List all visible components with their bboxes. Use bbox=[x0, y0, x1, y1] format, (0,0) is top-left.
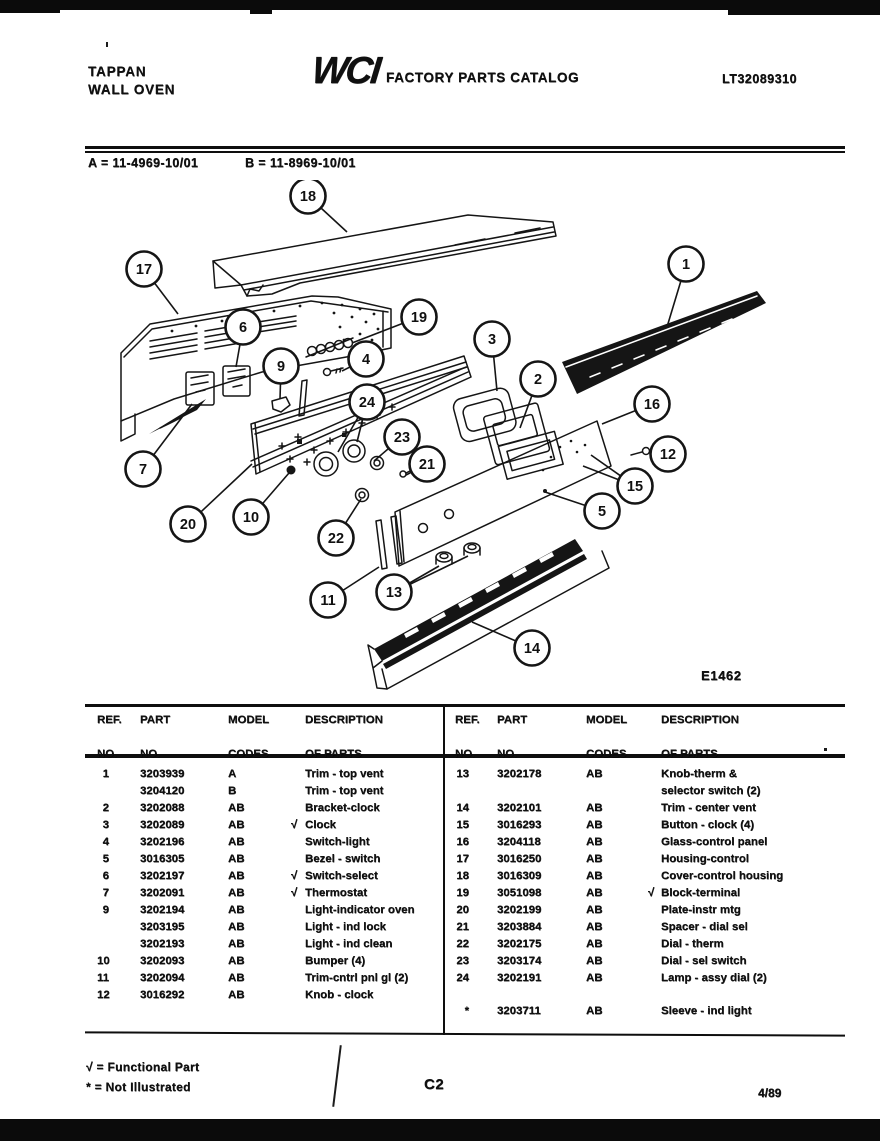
part-12-screw bbox=[631, 448, 650, 456]
callout-number: 13 bbox=[385, 585, 403, 602]
cell-check bbox=[648, 970, 661, 987]
callout-number: 15 bbox=[626, 479, 644, 496]
cell-part: 3202196 bbox=[140, 836, 185, 848]
cell-desc: Spacer - dial sel bbox=[661, 921, 748, 933]
cell-part: 3203884 bbox=[497, 921, 542, 933]
cell-check bbox=[291, 953, 305, 970]
parts-table-right bbox=[443, 766, 857, 1020]
cell-desc: Plate-instr mtg bbox=[661, 904, 741, 916]
cell-check bbox=[291, 834, 305, 851]
part-6-switch-select bbox=[223, 366, 250, 396]
callout-number: 16 bbox=[643, 397, 661, 414]
header-rule-thick bbox=[85, 146, 845, 149]
cell-check bbox=[291, 766, 305, 783]
cell-ref: 11 bbox=[97, 972, 110, 984]
cell-code: AB bbox=[228, 836, 245, 848]
callout-13 bbox=[377, 556, 469, 610]
cell-desc: Cover-control housing bbox=[661, 870, 784, 882]
callout-leader bbox=[583, 466, 619, 480]
cell-desc: Trim - top vent bbox=[305, 785, 384, 797]
callout-leader bbox=[602, 410, 636, 424]
cell-part: 3203195 bbox=[140, 921, 185, 933]
cell-check bbox=[648, 902, 661, 919]
callout-14 bbox=[472, 622, 550, 666]
table-row bbox=[455, 970, 857, 987]
table-row bbox=[97, 783, 455, 800]
cell-ref: 20 bbox=[456, 904, 469, 916]
cell-ref: 21 bbox=[456, 921, 469, 933]
cell-code: AB bbox=[586, 955, 603, 967]
cell-desc: Dial - therm bbox=[661, 938, 724, 950]
cell-desc: Button - clock (4) bbox=[661, 819, 755, 831]
cell-code: AB bbox=[586, 768, 603, 780]
cell-part: 3203174 bbox=[497, 955, 542, 967]
table-row bbox=[97, 970, 455, 987]
cell-check bbox=[291, 800, 305, 817]
cell-part: 3202175 bbox=[497, 938, 542, 950]
cell-check bbox=[648, 1003, 661, 1020]
cell-ref: 15 bbox=[456, 819, 469, 831]
callout-9 bbox=[264, 349, 299, 400]
table-row bbox=[455, 800, 857, 817]
cell-check bbox=[648, 868, 661, 885]
scan-edge-top bbox=[0, 0, 880, 10]
callout-number: 2 bbox=[533, 372, 543, 389]
cell-check bbox=[648, 766, 661, 783]
cell-part: 3202091 bbox=[140, 887, 185, 899]
cell-part: 3202093 bbox=[140, 955, 185, 967]
scan-speck-2 bbox=[106, 42, 108, 47]
legend-functional-part: √ = Functional Part bbox=[86, 1060, 200, 1074]
legend-not-illustrated: * = Not Illustrated bbox=[86, 1080, 191, 1094]
table-row bbox=[97, 868, 455, 885]
cell-part: 3202193 bbox=[140, 938, 185, 950]
cell-ref: 22 bbox=[456, 938, 469, 950]
callout-12 bbox=[651, 437, 686, 472]
cell-desc: Light-indicator oven bbox=[305, 904, 415, 916]
cell-part: 3016305 bbox=[140, 853, 185, 865]
callout-number: 18 bbox=[299, 189, 317, 206]
cell-desc: selector switch (2) bbox=[661, 785, 761, 797]
table-row bbox=[455, 953, 857, 970]
part-1-trim-bar bbox=[562, 291, 766, 394]
part-3-bezel bbox=[452, 386, 518, 443]
callout-number: 1 bbox=[681, 257, 691, 274]
cell-code: AB bbox=[228, 955, 245, 967]
cell-code: AB bbox=[586, 819, 603, 831]
scan-edge-top-seg bbox=[0, 10, 60, 13]
table-row bbox=[97, 902, 455, 919]
callout-leader bbox=[345, 499, 361, 523]
cell-code: B bbox=[228, 785, 237, 797]
part-4-switch-light-screw bbox=[324, 368, 344, 376]
table-row bbox=[97, 766, 455, 783]
cell-ref: 17 bbox=[456, 853, 469, 865]
cell-part: 3016250 bbox=[497, 853, 542, 865]
cell-code: AB bbox=[228, 870, 245, 882]
cell-desc: Trim-cntrl pnl gl (2) bbox=[305, 972, 409, 984]
cell-desc: Dial - sel switch bbox=[661, 955, 747, 967]
cell-check bbox=[648, 919, 661, 936]
callout-number: 5 bbox=[597, 504, 607, 521]
callout-leader bbox=[236, 344, 240, 367]
cell-check bbox=[291, 970, 305, 987]
cell-desc: Bumper (4) bbox=[305, 955, 366, 967]
callout-22 bbox=[319, 499, 362, 556]
cell-check bbox=[291, 902, 305, 919]
cell-check: √ bbox=[291, 819, 298, 831]
callout-number: 22 bbox=[327, 531, 345, 548]
callout-11 bbox=[311, 567, 380, 618]
cell-ref: 2 bbox=[102, 802, 109, 814]
cell-code: AB bbox=[586, 938, 603, 950]
callout-leader bbox=[472, 622, 516, 641]
figure-code: E1462 bbox=[701, 668, 742, 683]
cell-ref: 13 bbox=[456, 768, 469, 780]
cell-check bbox=[648, 834, 661, 851]
cell-ref bbox=[455, 783, 469, 800]
cell-check bbox=[648, 783, 661, 800]
cell-code: AB bbox=[586, 887, 603, 899]
part-2-clock-plate bbox=[483, 402, 550, 465]
cell-part: 3202089 bbox=[140, 819, 185, 831]
cell-check bbox=[648, 851, 661, 868]
cell-check bbox=[291, 783, 305, 800]
callout-leader bbox=[494, 356, 497, 391]
brand-name: TAPPAN bbox=[88, 64, 147, 79]
cell-ref: 5 bbox=[102, 853, 109, 865]
callout-number: 9 bbox=[276, 359, 286, 376]
cell-desc: Knob - clock bbox=[305, 989, 374, 1001]
cell-ref: 6 bbox=[102, 870, 109, 882]
callout-3 bbox=[475, 322, 510, 392]
cell-code: AB bbox=[228, 972, 245, 984]
cell-code: AB bbox=[228, 904, 245, 916]
table-row bbox=[455, 783, 857, 800]
table-row bbox=[455, 1003, 857, 1020]
date-code: 4/89 bbox=[758, 1086, 782, 1100]
cell-desc: Bracket-clock bbox=[305, 802, 380, 814]
cell-part: 3202094 bbox=[140, 972, 185, 984]
callout-number: 17 bbox=[135, 262, 153, 279]
cell-code: AB bbox=[228, 853, 245, 865]
table-row bbox=[97, 885, 455, 902]
scan-edge-bottom bbox=[0, 1119, 880, 1141]
table-row bbox=[455, 868, 857, 885]
cell-ref: 23 bbox=[456, 955, 469, 967]
cell-code: AB bbox=[586, 853, 603, 865]
cell-desc: Thermostat bbox=[305, 887, 368, 899]
cell-code: AB bbox=[586, 802, 603, 814]
callout-18 bbox=[291, 180, 348, 232]
callout-number: 23 bbox=[393, 430, 411, 447]
callout-leader bbox=[155, 283, 178, 314]
cell-part: 3203711 bbox=[497, 1005, 541, 1017]
table-row bbox=[97, 800, 455, 817]
callout-leader bbox=[321, 208, 347, 232]
table-row bbox=[455, 851, 857, 868]
cell-part: 3204118 bbox=[497, 836, 541, 848]
callout-16 bbox=[602, 387, 670, 425]
cell-desc: Sleeve - ind light bbox=[661, 1005, 752, 1017]
part-19-terminal-block bbox=[306, 338, 353, 357]
cell-ref: 4 bbox=[102, 836, 109, 848]
callout-leader bbox=[409, 566, 439, 583]
cell-part: 3016293 bbox=[497, 819, 542, 831]
cell-desc: Light - ind clean bbox=[305, 938, 393, 950]
cell-desc: Glass-control panel bbox=[661, 836, 768, 848]
cell-check bbox=[648, 800, 661, 817]
cell-desc: Trim - center vent bbox=[661, 802, 756, 814]
table-header-right: REF. NO. PART NO. MODEL CODES DESCRIPTION OF PARTS bbox=[455, 714, 739, 760]
callout-leader bbox=[343, 567, 379, 590]
cell-desc: Light - ind lock bbox=[305, 921, 386, 933]
cell-ref bbox=[97, 919, 109, 936]
cell-code: AB bbox=[586, 921, 603, 933]
callout-number: 11 bbox=[320, 593, 336, 610]
cell-code: AB bbox=[228, 887, 245, 899]
model-a-label: A = 11-4969-10/01 bbox=[88, 156, 199, 170]
table-bottom-rule bbox=[85, 1031, 845, 1036]
callout-2 bbox=[520, 362, 556, 429]
cell-code: AB bbox=[228, 989, 245, 1001]
cell-code: AB bbox=[586, 904, 603, 916]
callout-5 bbox=[545, 492, 620, 529]
document-number: LT32089310 bbox=[722, 72, 797, 86]
scan-edge-top-seg3 bbox=[728, 10, 880, 15]
cell-code: AB bbox=[228, 819, 245, 831]
cell-desc: Bezel - switch bbox=[305, 853, 381, 865]
cell-part: 3202088 bbox=[140, 802, 185, 814]
cell-part: 3204120 bbox=[140, 785, 185, 797]
table-row bbox=[97, 851, 455, 868]
cell-desc: Clock bbox=[305, 819, 337, 831]
table-row bbox=[455, 902, 857, 919]
parts-table-left bbox=[85, 766, 455, 1004]
cell-code: AB bbox=[228, 938, 245, 950]
cell-ref: * bbox=[464, 1005, 469, 1017]
cell-ref: 12 bbox=[97, 989, 110, 1001]
scan-edge-top-seg2 bbox=[250, 10, 272, 14]
table-row bbox=[455, 885, 857, 902]
cell-part: 3202197 bbox=[140, 870, 185, 882]
cell-ref: 16 bbox=[456, 836, 469, 848]
cell-desc: Block-terminal bbox=[661, 887, 741, 899]
cell-ref: 10 bbox=[97, 955, 110, 967]
part-24-dial-lamps bbox=[314, 440, 365, 476]
cell-ref bbox=[97, 936, 109, 953]
callout-number: 4 bbox=[361, 352, 371, 369]
page-code: C2 bbox=[424, 1076, 445, 1093]
pen-mark bbox=[332, 1045, 342, 1107]
table-row bbox=[455, 936, 857, 953]
cell-part: 3202191 bbox=[497, 972, 542, 984]
cell-check: √ bbox=[648, 887, 655, 899]
cell-code: AB bbox=[586, 870, 603, 882]
callout-number: 12 bbox=[659, 447, 677, 464]
callout-number: 24 bbox=[358, 395, 376, 412]
cell-code: AB bbox=[586, 1005, 603, 1017]
cell-ref bbox=[97, 783, 109, 800]
callout-number: 7 bbox=[138, 462, 148, 479]
part-16-glass-panel bbox=[395, 421, 611, 566]
wci-logo: WCI bbox=[309, 50, 381, 92]
cell-desc: Switch-select bbox=[305, 870, 378, 882]
cell-desc: Lamp - assy dial (2) bbox=[661, 972, 767, 984]
table-row bbox=[97, 834, 455, 851]
catalog-title: FACTORY PARTS CATALOG bbox=[386, 70, 580, 85]
cell-code: A bbox=[228, 768, 237, 780]
table-row bbox=[455, 919, 857, 936]
callout-6 bbox=[226, 310, 261, 368]
cell-ref: 14 bbox=[456, 802, 469, 814]
callout-number: 10 bbox=[242, 510, 260, 527]
callout-10 bbox=[234, 473, 290, 535]
table-row bbox=[455, 766, 857, 783]
cell-check: √ bbox=[291, 870, 298, 882]
cell-check bbox=[291, 987, 305, 1004]
brand-product: WALL OVEN bbox=[88, 82, 176, 97]
cell-part bbox=[497, 783, 586, 800]
cell-ref: 9 bbox=[102, 904, 109, 916]
cell-desc: Trim - top vent bbox=[305, 768, 384, 780]
callout-19 bbox=[352, 300, 437, 344]
table-row bbox=[97, 936, 455, 953]
table-row bbox=[455, 834, 857, 851]
callout-leader bbox=[520, 395, 532, 428]
slat-pair bbox=[299, 380, 307, 416]
cell-part: 3202101 bbox=[497, 802, 542, 814]
cell-ref: 7 bbox=[102, 887, 109, 899]
cell-code: AB bbox=[228, 921, 245, 933]
cell-check bbox=[648, 817, 661, 834]
cell-part: 3202194 bbox=[140, 904, 185, 916]
callout-leader bbox=[154, 404, 192, 455]
callout-number: 20 bbox=[179, 517, 197, 534]
cell-ref: 18 bbox=[456, 870, 469, 882]
cell-check bbox=[291, 919, 305, 936]
table-row bbox=[97, 987, 455, 1004]
cell-code bbox=[586, 783, 648, 800]
cell-part: 3202199 bbox=[497, 904, 542, 916]
cell-ref: 1 bbox=[102, 768, 109, 780]
cell-ref: 3 bbox=[102, 819, 109, 831]
cell-check bbox=[291, 851, 305, 868]
cell-check: √ bbox=[291, 887, 298, 899]
table-top-rule bbox=[85, 704, 845, 707]
cell-code: AB bbox=[586, 972, 603, 984]
cell-part: 3016292 bbox=[140, 989, 185, 1001]
cell-ref: 19 bbox=[456, 887, 469, 899]
model-b-label: B = 11-8969-10/01 bbox=[245, 156, 356, 170]
cell-check bbox=[648, 936, 661, 953]
table-row bbox=[455, 817, 857, 834]
header-rule-thin bbox=[85, 151, 845, 153]
cell-code: AB bbox=[586, 836, 603, 848]
callout-number: 14 bbox=[523, 641, 541, 658]
cell-part: 3016309 bbox=[497, 870, 542, 882]
cell-desc: Switch-light bbox=[305, 836, 370, 848]
part-7-thermostat bbox=[149, 372, 214, 434]
cell-check bbox=[291, 936, 305, 953]
cell-desc: Knob-therm & bbox=[661, 768, 737, 780]
cell-ref: 24 bbox=[456, 972, 469, 984]
table-header-left: REF. NO. PART NO. MODEL CODES DESCRIPTION OF PARTS bbox=[97, 714, 383, 760]
table-row bbox=[97, 817, 455, 834]
part-9-light-bracket bbox=[272, 397, 290, 412]
callout-leader bbox=[262, 473, 289, 504]
callout-number: 21 bbox=[418, 457, 436, 474]
cell-desc: Housing-control bbox=[661, 853, 749, 865]
part-18-cover-panel bbox=[213, 215, 556, 296]
table-row bbox=[97, 953, 455, 970]
cell-part: 3203939 bbox=[140, 768, 185, 780]
callout-number: 19 bbox=[410, 310, 428, 327]
callout-leader bbox=[545, 492, 585, 505]
table-row bbox=[97, 919, 455, 936]
callout-17 bbox=[127, 252, 179, 315]
callout-number: 3 bbox=[487, 332, 497, 349]
callout-number: 6 bbox=[238, 320, 248, 337]
cell-code: AB bbox=[228, 802, 245, 814]
part-22-dial-nut bbox=[356, 489, 369, 502]
cell-check bbox=[648, 953, 661, 970]
cell-part: 3051098 bbox=[497, 887, 542, 899]
cell-part: 3202178 bbox=[497, 768, 542, 780]
exploded-parts-diagram bbox=[0, 180, 880, 700]
